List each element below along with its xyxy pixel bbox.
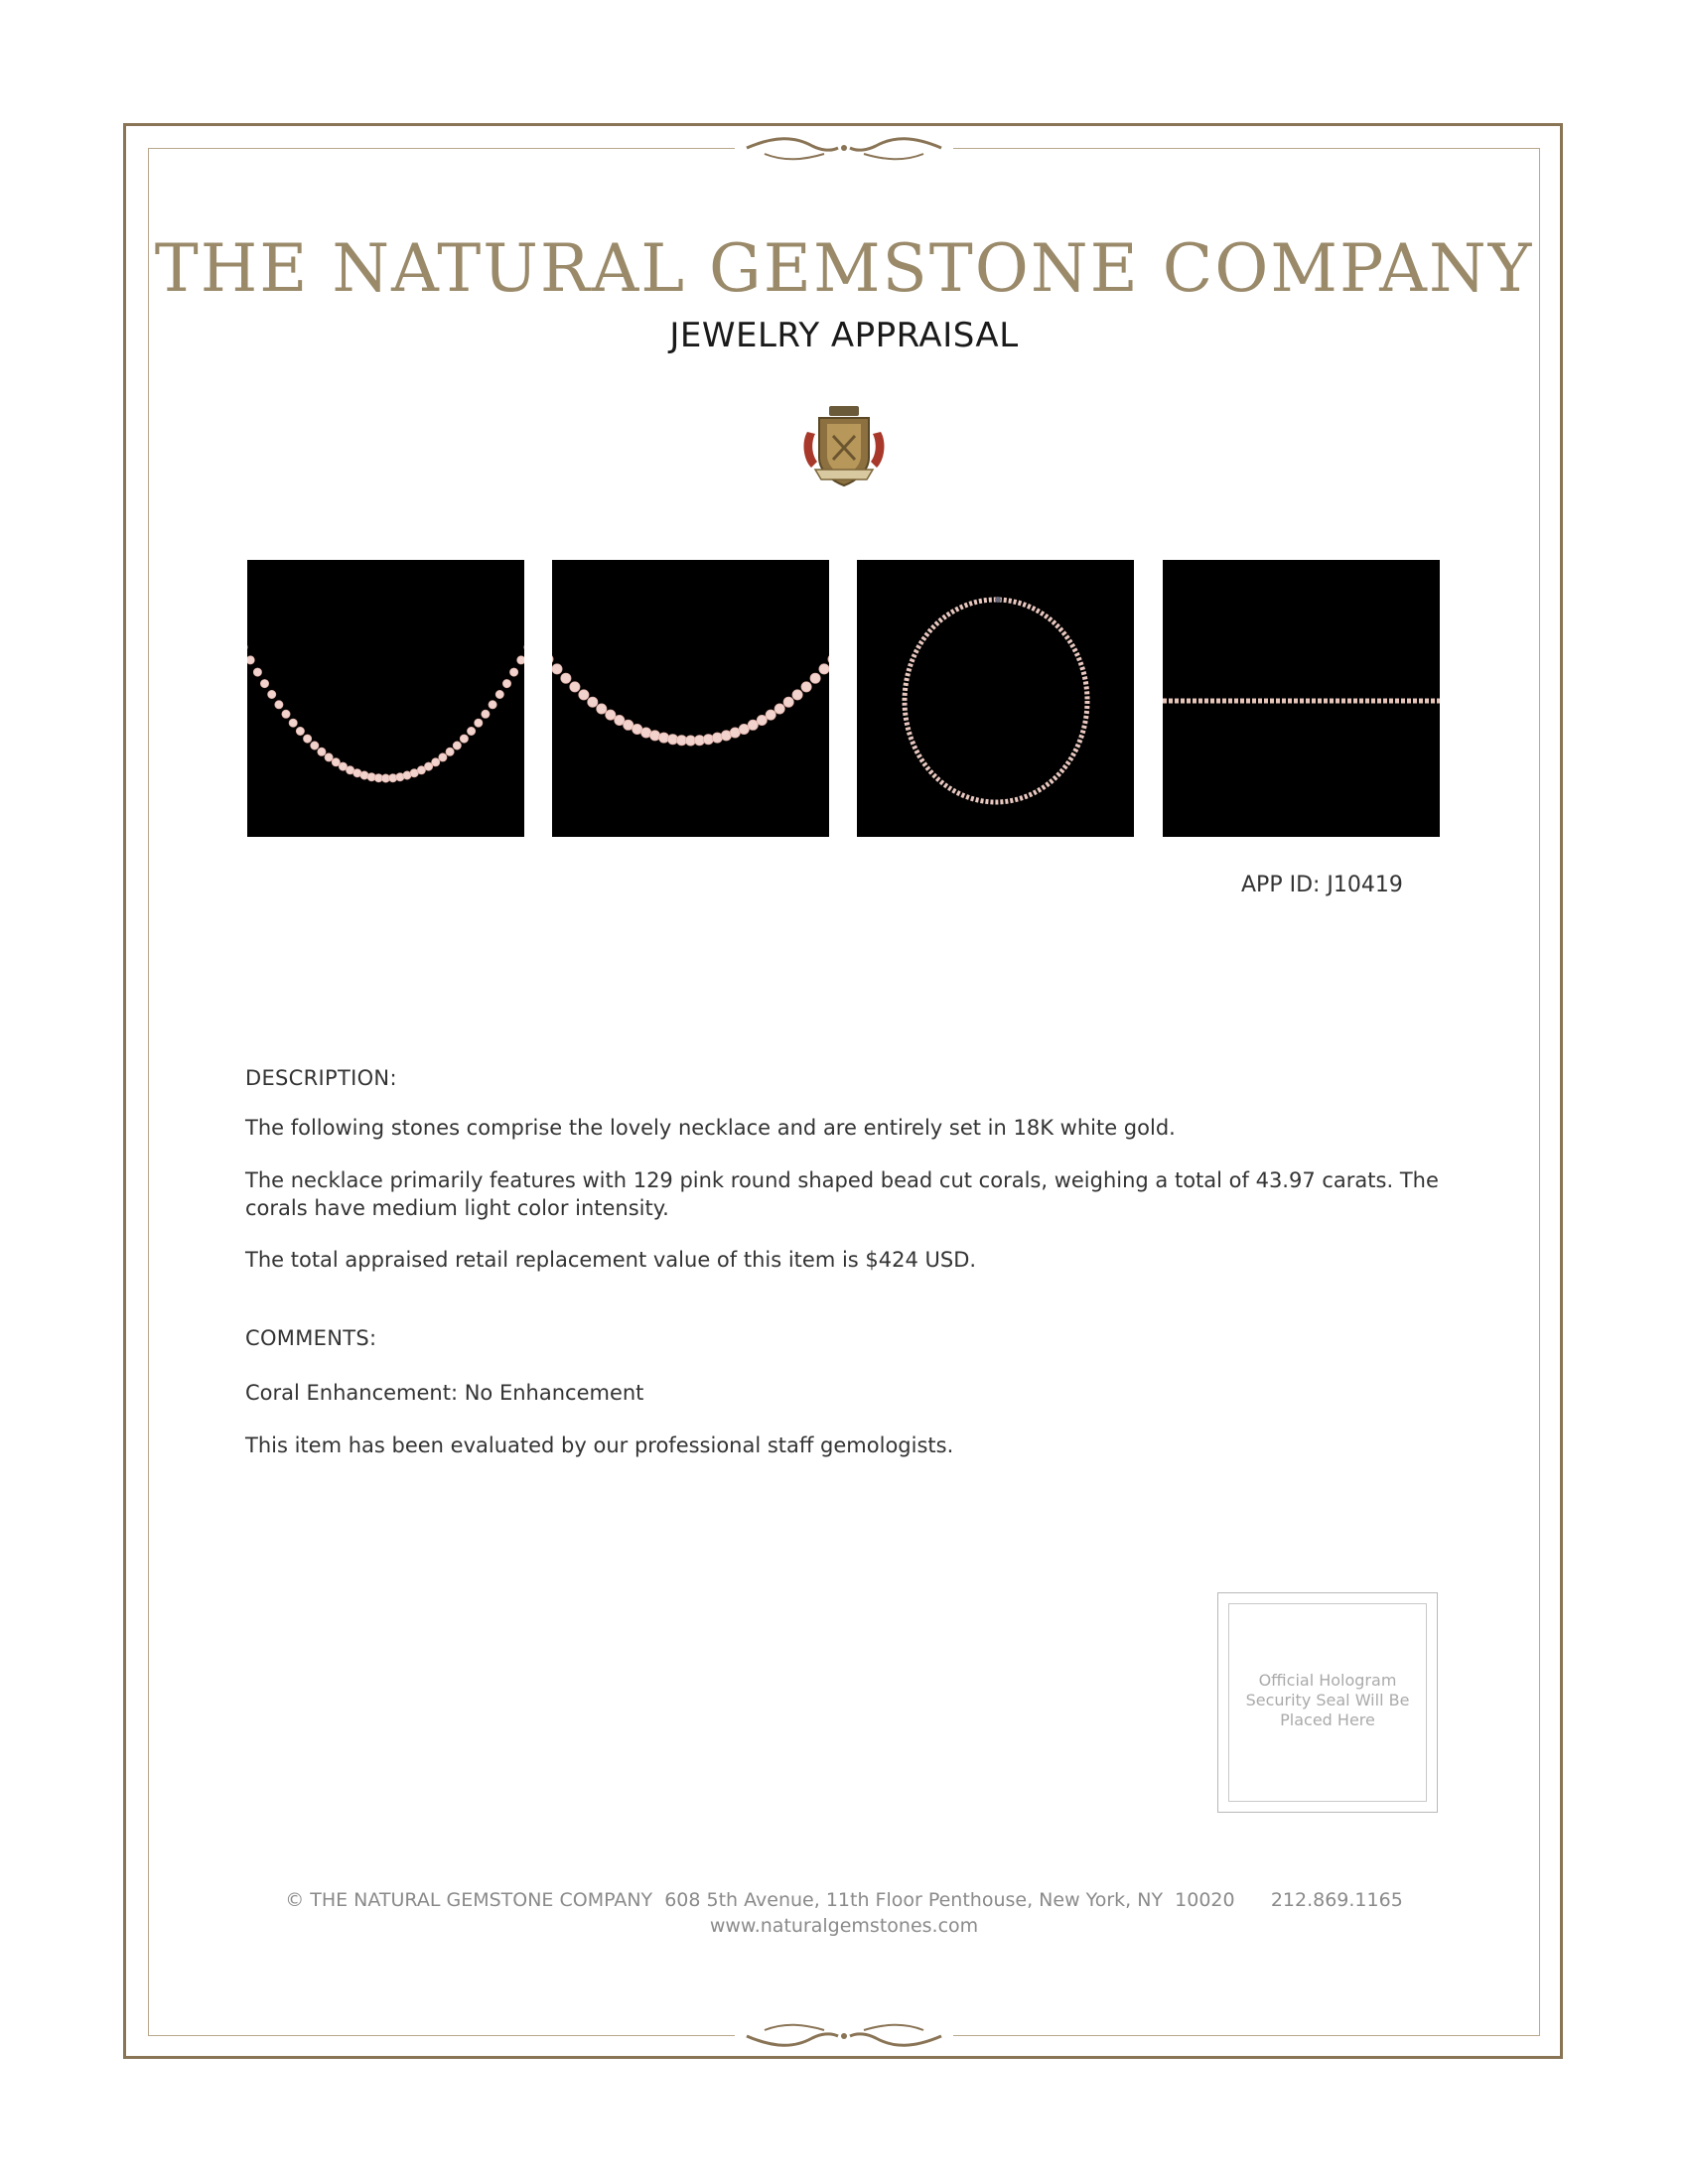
comments-paragraph-1: Coral Enhancement: No Enhancement bbox=[245, 1381, 644, 1405]
description-paragraph-3: The total appraised retail replacement value of this item is $424 USD. bbox=[245, 1248, 977, 1272]
footer-address: © THE NATURAL GEMSTONE COMPANY 608 5th Avenue, 11th Floor Penthouse, New York, NY 10020 212.869.1165 bbox=[285, 1889, 1403, 1911]
necklace-straight-photo bbox=[1163, 560, 1440, 837]
description-label: DESCRIPTION: bbox=[245, 1066, 397, 1090]
necklace-detail-photo bbox=[552, 560, 829, 837]
description-paragraph-1: The following stones comprise the lovely necklace and are entirely set in 18K white gold. bbox=[245, 1116, 1176, 1140]
coat-of-arms-icon bbox=[799, 402, 889, 491]
necklace-full-loop-photo bbox=[857, 560, 1134, 837]
top-flourish-icon bbox=[735, 128, 953, 168]
description-paragraph-2: The necklace primarily features with 129 pink round shaped bead cut corals, weighing a total of 43.97 carats. The corals have medium light color intensity. bbox=[245, 1168, 1439, 1220]
company-name: THE NATURAL GEMSTONE COMPANY bbox=[154, 230, 1534, 307]
appraisal-id: APP ID: J10419 bbox=[1241, 873, 1403, 897]
necklace-closeup-photo bbox=[247, 560, 524, 837]
hologram-seal-text: Official Hologram Security Seal Will Be Placed Here bbox=[1245, 1671, 1410, 1729]
footer-website: www.naturalgemstones.com bbox=[709, 1915, 979, 1937]
hologram-seal-box bbox=[1217, 1592, 1438, 1813]
document-type: JEWELRY APPRAISAL bbox=[669, 316, 1019, 355]
bottom-flourish-icon bbox=[735, 2016, 953, 2056]
comments-label: COMMENTS: bbox=[245, 1326, 377, 1350]
comments-paragraph-2: This item has been evaluated by our professional staff gemologists. bbox=[245, 1433, 954, 1457]
